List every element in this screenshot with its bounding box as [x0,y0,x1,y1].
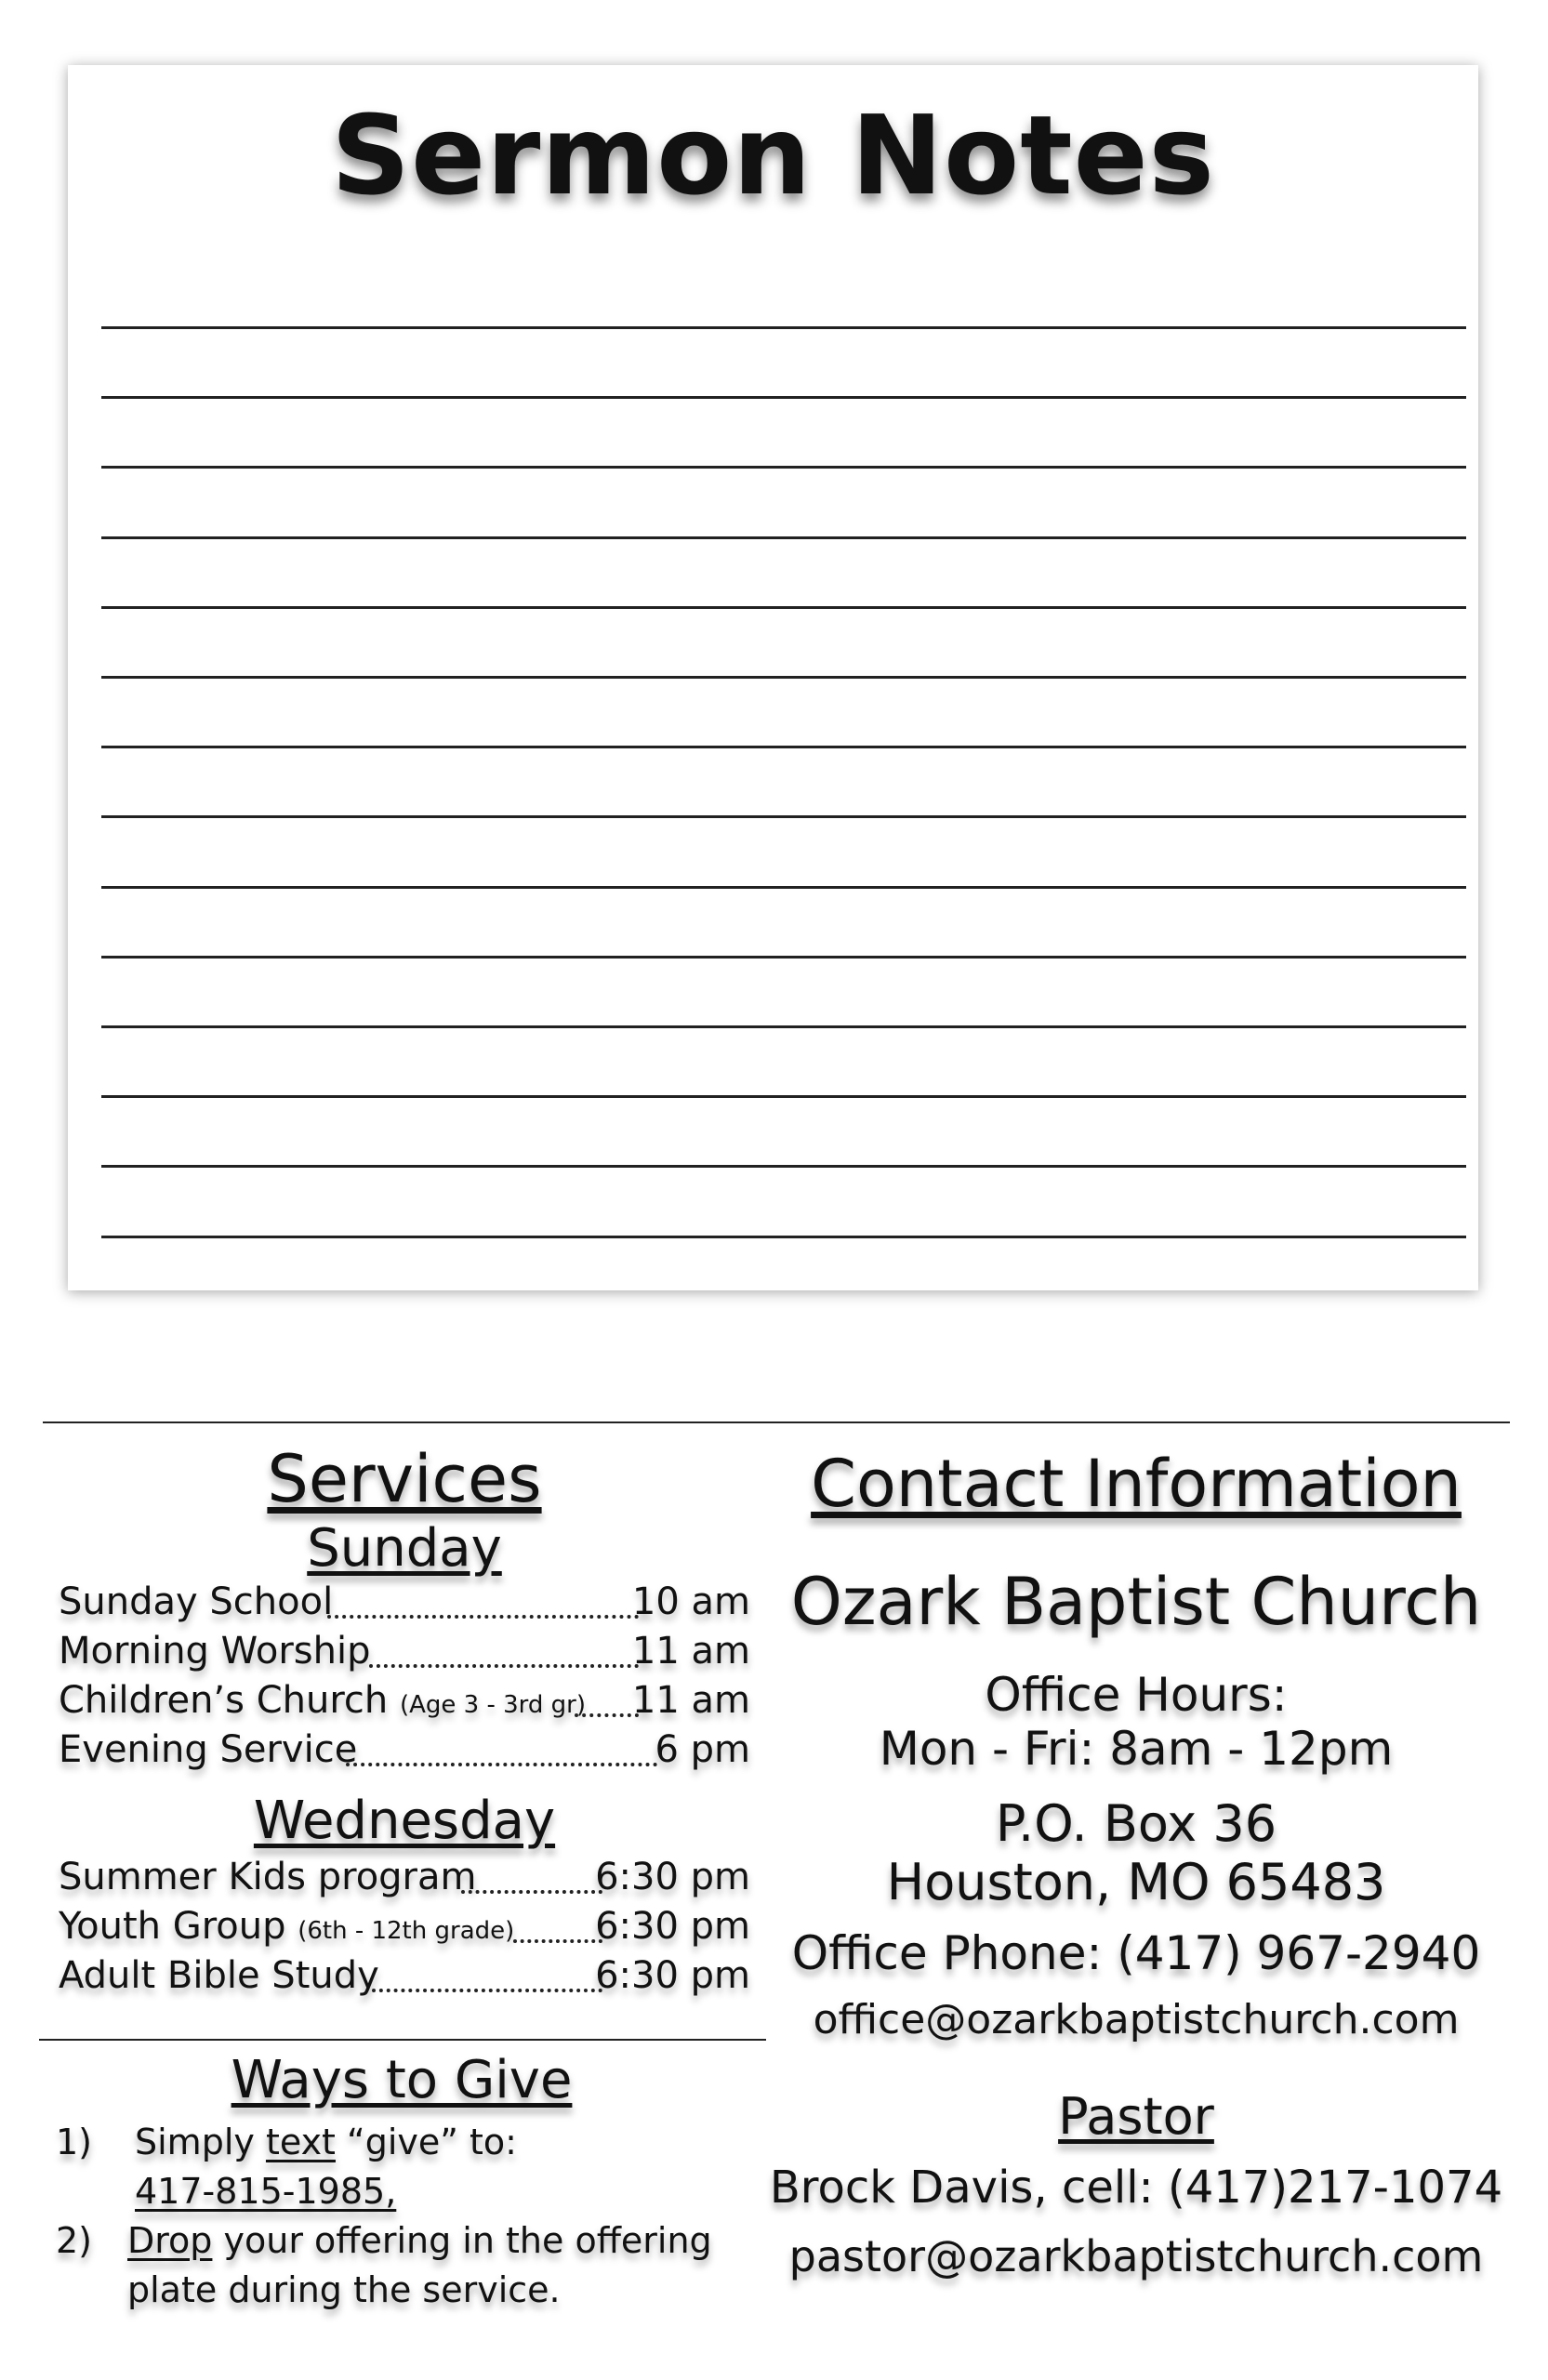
ways-to-give-title: Ways to Give [231,2050,573,2110]
service-row-name: Summer Kids program [59,1856,477,1898]
pastor-email[interactable]: pastor@ozarkbaptistchurch.com [788,2231,1484,2281]
leader-dots [369,1664,639,1668]
note-line [101,815,1466,818]
note-line [101,536,1466,539]
note-line [101,326,1466,329]
service-row-time: 6:30 pm [595,1905,750,1948]
office-hours-label: Office Hours: [985,1668,1288,1722]
give-item-1-text: Simply text “give” to: [135,2122,517,2162]
note-line [101,886,1466,889]
note-line [101,956,1466,959]
service-row-name: Youth Group (6th - 12th grade) [59,1905,515,1948]
note-line [101,1095,1466,1098]
section-divider-give [39,2039,766,2041]
contact-title: Contact Information [811,1446,1462,1522]
leader-dots [346,1763,657,1766]
leader-dots [575,1713,639,1717]
service-row-name: Sunday School [59,1580,334,1623]
pastor-contact: Brock Davis, cell: (417)217-1074 [769,2162,1503,2214]
give-text-phone-link[interactable]: 417-815-1985, [135,2171,397,2212]
office-phone: Office Phone: (417) 967-2940 [791,1926,1481,1980]
service-row-time: 10 am [631,1580,750,1623]
give-item-2-text: Drop your offering in the offering [127,2220,712,2261]
service-row-time: 6:30 pm [595,1856,750,1898]
note-line [101,1165,1466,1168]
service-row-name: Morning Worship [59,1630,371,1673]
give-item-1-number: 1) [56,2122,93,2162]
note-line [101,606,1466,609]
give-item-2-number: 2) [56,2220,93,2261]
give-item-2-text-line2: plate during the service. [127,2269,561,2310]
note-line [101,396,1466,399]
leader-dots [461,1890,602,1894]
office-email[interactable]: office@ozarkbaptistchurch.com [813,1996,1460,2043]
note-line [101,1025,1466,1028]
church-name: Ozark Baptist Church [790,1564,1482,1640]
service-row-time: 6:30 pm [595,1954,750,1997]
note-line [101,676,1466,679]
services-title: Services [267,1441,542,1517]
service-row-name: Children’s Church (Age 3 - 3rd gr) [59,1679,586,1722]
note-line [101,466,1466,469]
section-divider-top [43,1421,1510,1423]
service-row-name: Adult Bible Study [59,1954,379,1997]
service-row-name: Evening Service [59,1728,358,1771]
office-hours: Mon - Fri: 8am - 12pm [879,1722,1394,1776]
city-state-zip: Houston, MO 65483 [886,1853,1386,1911]
sermon-notes-card [68,65,1478,1290]
note-line [101,746,1466,748]
sunday-heading: Sunday [307,1518,502,1579]
pastor-heading: Pastor [1058,2087,1214,2146]
leader-dots [372,1989,602,1992]
service-row-time: 6 pm [655,1728,750,1771]
po-box: P.O. Box 36 [995,1794,1277,1853]
wednesday-heading: Wednesday [253,1791,556,1851]
service-row-time: 11 am [631,1630,750,1673]
sermon-notes-title: Sermon Notes [331,91,1215,219]
leader-dots [513,1939,602,1943]
service-row-time: 11 am [631,1679,750,1722]
leader-dots [327,1615,639,1619]
note-line [101,1236,1466,1238]
